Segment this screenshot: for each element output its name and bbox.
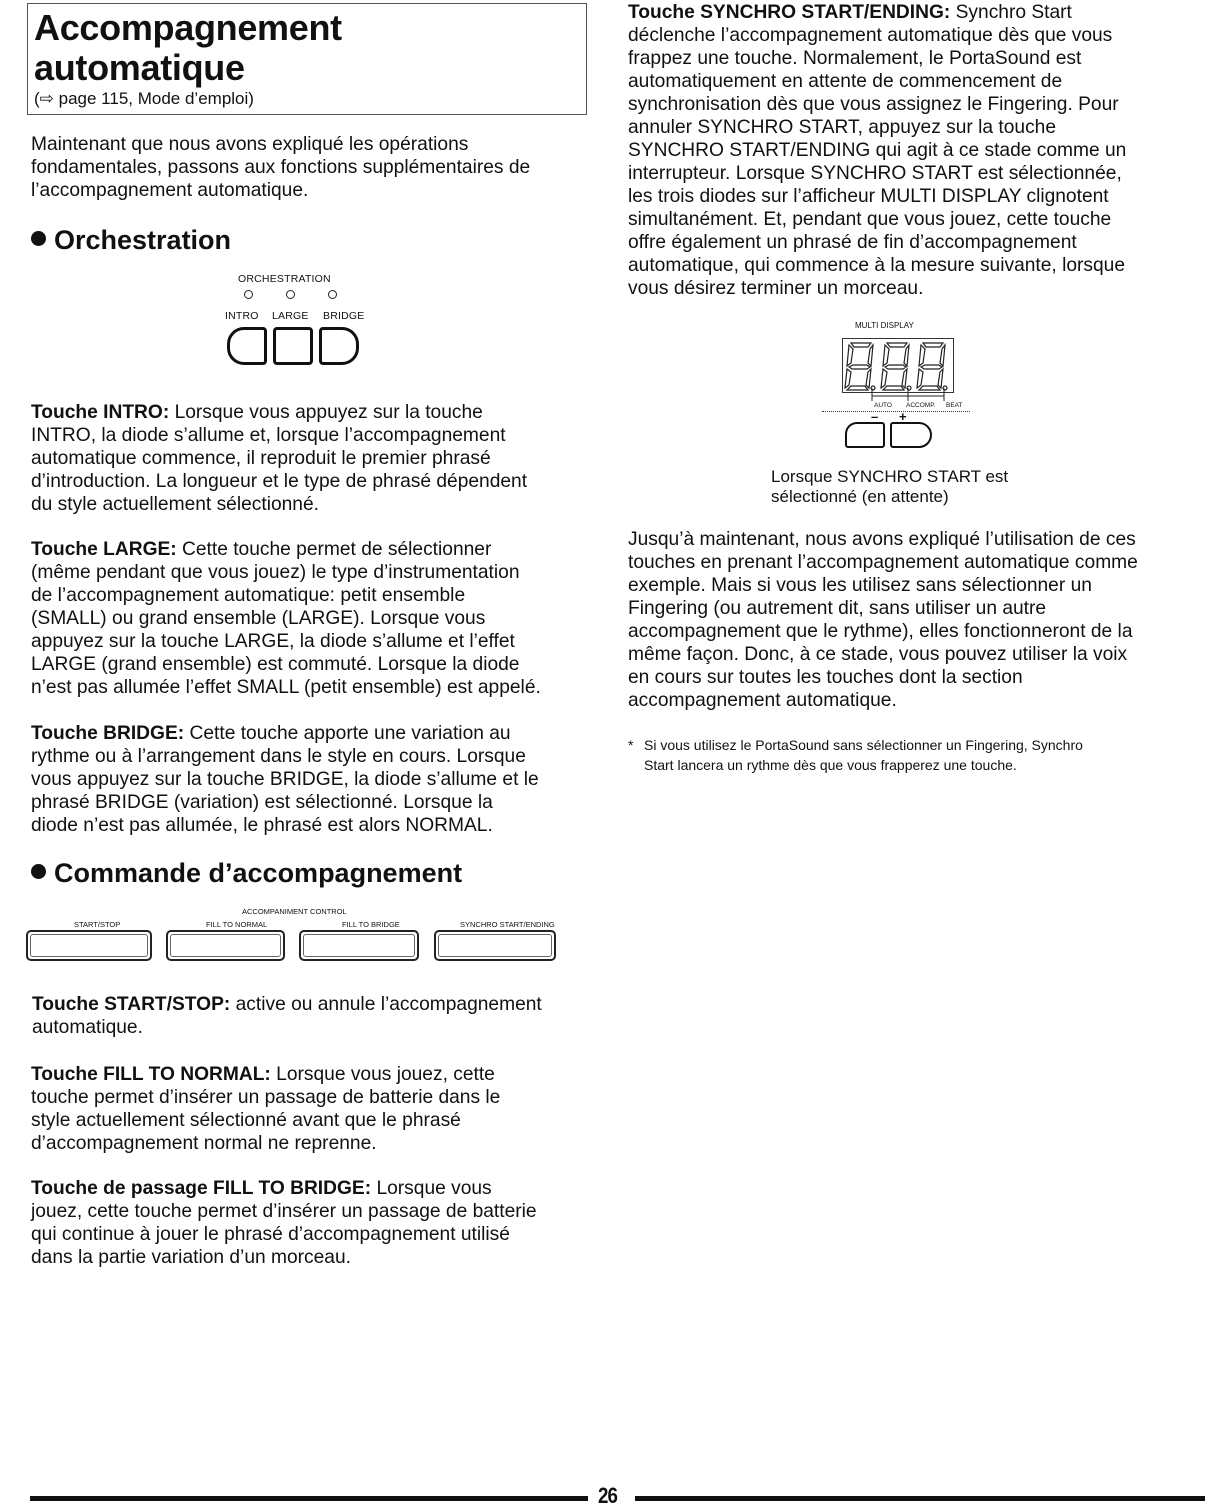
intro-button-label: INTRO	[225, 310, 259, 322]
term-label: Touche BRIDGE:	[31, 723, 185, 744]
text-line: en cours sur toutes les touches dont la section	[628, 667, 1023, 688]
text-line: Start lancera un rythme dès que vous frapperez une touche.	[644, 757, 1017, 773]
text-line: Fingering (ou autrement dit, sans utiliser un autre	[628, 598, 1047, 619]
text-line: accompagnement que le rythme), elles fonctionneront de la	[628, 621, 1133, 642]
large-key-paragraph	[31, 538, 606, 699]
text-line: synchronisation dès que vous assignez le Fingering. Pour	[628, 94, 1119, 115]
accompaniment-panel-label: ACCOMPANIMENT CONTROL	[242, 907, 347, 916]
divider-line	[822, 411, 970, 412]
plus-button[interactable]	[890, 422, 932, 448]
text-line: INTRO, la diode s’allume et, lorsque l’accompagnement	[31, 425, 506, 446]
text-line: rythme ou à l’arrangement dans le style en cours. Lorsque	[31, 746, 526, 767]
text-line: Cette touche permet de sélectionner	[182, 539, 492, 560]
large-led-icon	[286, 290, 295, 299]
text-line: de l’accompagnement automatique: petit ensemble	[31, 585, 466, 606]
text-line: Lorsque vous appuyez sur la touche	[174, 402, 483, 423]
text-line: Cette touche apporte une variation au	[189, 723, 511, 744]
text-line: touches en prenant l’accompagnement automatique comme	[628, 552, 1138, 573]
text-line: LARGE (grand ensemble) est commuté. Lorsque la diode	[31, 654, 520, 675]
text-line: même façon. Donc, à ce stade, vous pouvez utiliser la voix	[628, 644, 1128, 665]
fill-to-normal-label: FILL TO NORMAL	[206, 920, 268, 929]
page-title	[34, 8, 586, 88]
text-line: Synchro Start	[955, 2, 1072, 23]
text-line: sélectionné (en attente)	[771, 487, 949, 506]
text-line: déclenche l’accompagnement automatique dès que vous	[628, 25, 1113, 46]
start-stop-label: START/STOP	[74, 920, 121, 929]
text-line: du style actuellement sélectionné.	[31, 494, 319, 515]
title-box	[27, 3, 587, 115]
title-line-2: automatique	[34, 47, 245, 88]
text-line: Lorsque vous	[376, 1178, 492, 1199]
text-line: n’est pas allumée l’effet SMALL (petit ensemble) est appelé.	[31, 677, 541, 698]
start-stop-paragraph	[32, 993, 607, 1039]
text-line: appuyez sur la touche LARGE, la diode s’allume et l’effet	[31, 631, 515, 652]
text-line: SYNCHRO START/ENDING qui agit à ce stade comme un	[628, 140, 1127, 161]
text-line: automatiquement en attente de commencement de	[628, 71, 1063, 92]
text-line: Maintenant que nous avons expliqué les opérations	[31, 134, 469, 155]
synchro-start-ending-paragraph	[628, 1, 1218, 300]
text-line: automatique commence, il reproduit le premier phrasé	[31, 448, 491, 469]
synchro-start-ending-button[interactable]	[434, 930, 556, 961]
text-line: interrupteur. Lorsque SYNCHRO START est sélectionnée,	[628, 163, 1122, 184]
heading-text: Commande d’accompagnement	[54, 858, 463, 888]
footer-rule-left	[30, 1496, 588, 1501]
accompaniment-control-diagram	[20, 895, 600, 965]
footnote	[628, 735, 1218, 775]
heading-text: Orchestration	[54, 225, 232, 255]
text-line: exemple. Mais si vous les utilisez sans sélectionner un	[628, 575, 1092, 596]
text-line: Jusqu’à maintenant, nous avons expliqué l’utilisation de ces	[628, 529, 1136, 550]
text-line: style actuellement sélectionné avant que le phrasé	[31, 1110, 461, 1131]
text-line: fondamentales, passons aux fonctions supplémentaires de	[31, 157, 531, 178]
term-label: Touche SYNCHRO START/ENDING:	[628, 2, 951, 23]
text-line: Si vous utilisez le PortaSound sans sélectionner un Fingering, Synchro	[644, 737, 1083, 753]
term-label: Touche LARGE:	[31, 539, 177, 560]
term-label: Touche de passage FILL TO BRIDGE:	[31, 1178, 372, 1199]
text-line: vous appuyez sur la touche BRIDGE, la diode s’allume et le	[31, 769, 539, 790]
text-line: d’accompagnement normal ne reprenne.	[31, 1133, 377, 1154]
text-line: diode n’est pas allumée, le phrasé est alors NORMAL.	[31, 815, 493, 836]
text-line: phrasé BRIDGE (variation) est sélectionné. Lorsque la	[31, 792, 493, 813]
text-line: offre également un phrasé de fin d’accompagnement	[628, 232, 1077, 253]
text-line: active ou annule l’accompagnement	[235, 994, 542, 1015]
intro-led-icon	[244, 290, 253, 299]
intro-paragraph	[31, 133, 591, 202]
text-line: Lorsque vous jouez, cette	[276, 1064, 495, 1085]
text-line: automatique, qui commence à la mesure suivante, lorsque	[628, 255, 1126, 276]
seven-segment-digits-icon	[843, 339, 955, 394]
large-button-label: LARGE	[272, 310, 309, 322]
text-line: frappez une touche. Normalement, le PortaSound est	[628, 48, 1082, 69]
orchestration-panel-label: ORCHESTRATION	[238, 273, 331, 285]
text-line: dans la partie variation d’un morceau.	[31, 1247, 351, 1268]
section-heading-accompaniment	[31, 857, 462, 889]
minus-button[interactable]	[845, 422, 885, 448]
text-line: simultanément. Et, pendant que vous jouez, cette touche	[628, 209, 1112, 230]
start-stop-button[interactable]	[26, 930, 152, 961]
summary-paragraph	[628, 528, 1223, 712]
fill-to-normal-button[interactable]	[166, 930, 285, 961]
intro-key-paragraph	[31, 401, 601, 516]
orchestration-panel-diagram	[200, 260, 400, 380]
text-line: touche permet d’insérer un passage de batterie dans le	[31, 1087, 501, 1108]
indicator-auto-label: AUTO	[874, 402, 892, 409]
text-line: d’introduction. La longueur et le type de phrasé dépendent	[31, 471, 528, 492]
large-button[interactable]	[273, 327, 313, 365]
text-line: (même pendant que vous jouez) le type d’instrumentation	[31, 562, 520, 583]
multi-display-caption	[771, 467, 1008, 507]
bridge-key-paragraph	[31, 722, 606, 837]
bridge-button[interactable]	[319, 327, 359, 365]
bridge-button-label: BRIDGE	[323, 310, 365, 322]
indicator-beat-label: BEAT	[946, 402, 963, 409]
footnote-marker: *	[628, 737, 634, 753]
text-line: l’accompagnement automatique.	[31, 180, 309, 201]
fill-to-bridge-button[interactable]	[299, 930, 419, 961]
text-line: qui continue à jouer le phrasé d’accompagnement utilisé	[31, 1224, 510, 1245]
title-line-1: Accompagnement	[34, 7, 342, 48]
seven-segment-display	[842, 338, 954, 393]
text-line: Lorsque SYNCHRO START est	[771, 467, 1009, 486]
text-line: accompagnement automatique.	[628, 690, 897, 711]
indicator-leader-lines-icon	[855, 388, 965, 402]
fill-to-normal-paragraph	[31, 1063, 606, 1155]
bullet-icon	[31, 864, 46, 879]
term-label: Touche FILL TO NORMAL:	[31, 1064, 271, 1085]
fill-to-bridge-label: FILL TO BRIDGE	[342, 920, 400, 929]
page-number: 26	[598, 1483, 618, 1508]
text-line: automatique.	[32, 1017, 143, 1038]
text-line: vous désirez terminer un morceau.	[628, 278, 924, 299]
intro-button[interactable]	[227, 327, 267, 365]
plus-label: +	[899, 409, 907, 424]
text-line: annuler SYNCHRO START, appuyez sur la touche	[628, 117, 1057, 138]
text-line: les trois diodes sur l’afficheur MULTI DISPLAY clignotent	[628, 186, 1109, 207]
term-label: Touche START/STOP:	[32, 994, 231, 1015]
page-reference: (⇨ page 115, Mode d’emploi)	[34, 89, 254, 108]
term-label: Touche INTRO:	[31, 402, 170, 423]
text-line: (SMALL) ou grand ensemble (LARGE). Lorsque vous	[31, 608, 486, 629]
bridge-led-icon	[328, 290, 337, 299]
text-line: jouez, cette touche permet d’insérer un passage de batterie	[31, 1201, 537, 1222]
section-heading-orchestration	[31, 224, 231, 256]
bullet-icon	[31, 231, 46, 246]
synchro-start-ending-label: SYNCHRO START/ENDING	[460, 920, 555, 929]
indicator-accomp-label: ACCOMP.	[906, 402, 936, 409]
minus-label: –	[871, 409, 879, 424]
multi-display-label: MULTI DISPLAY	[855, 321, 914, 330]
footer-rule-right	[635, 1496, 1205, 1501]
fill-to-bridge-paragraph	[31, 1177, 606, 1269]
